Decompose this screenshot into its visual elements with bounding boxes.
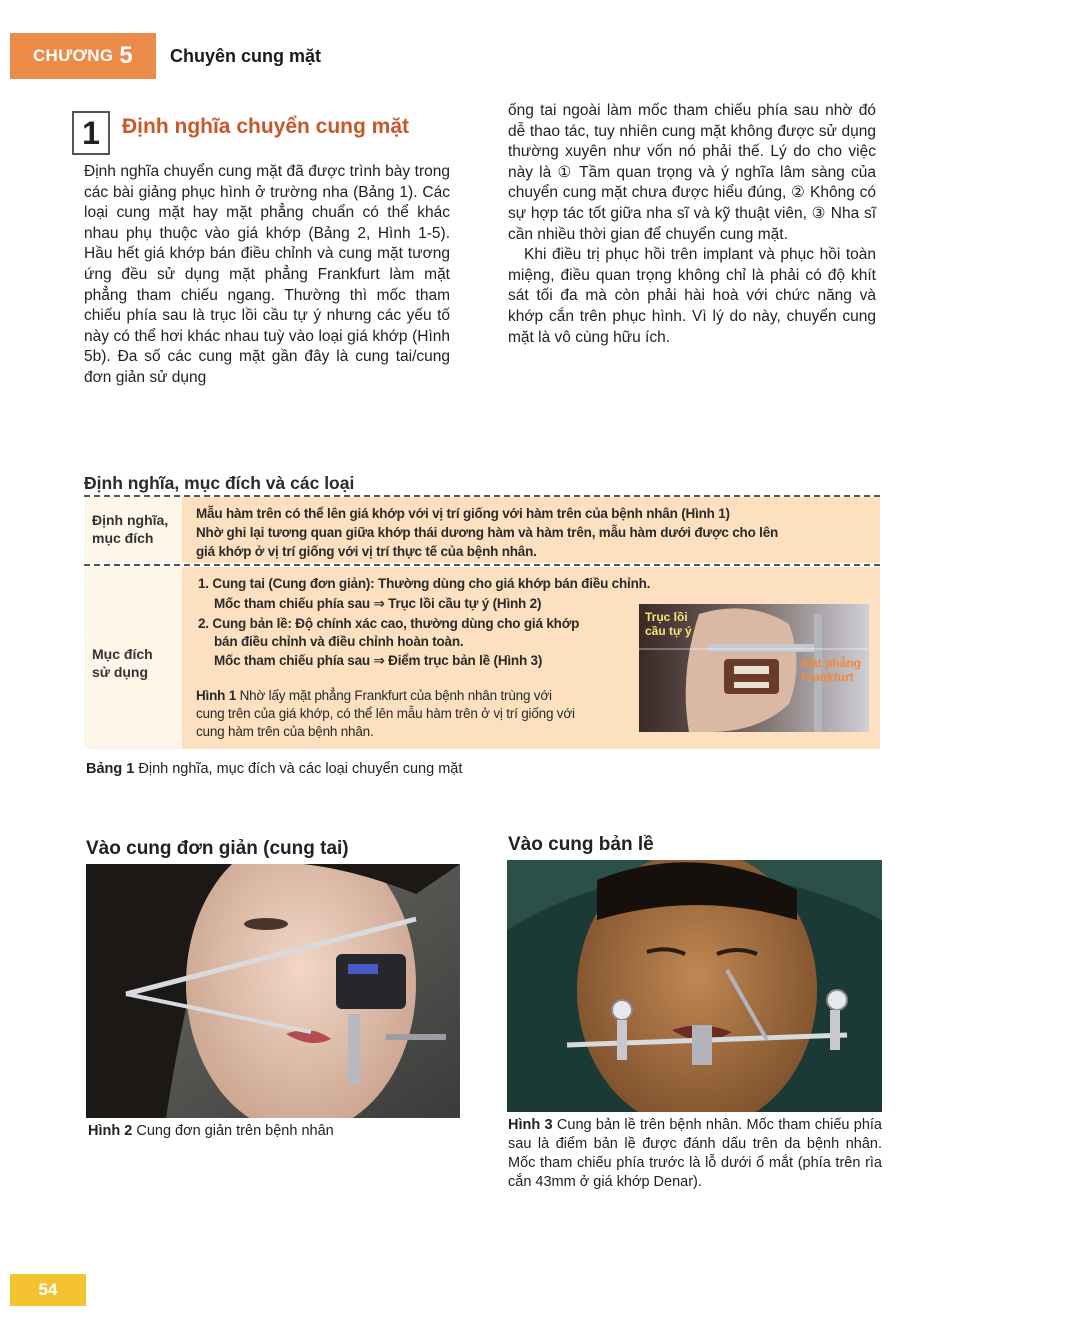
- fig3-label: Hình 3: [508, 1117, 553, 1133]
- table-middle-divider: [84, 564, 880, 566]
- chapter-title: Chuyên cung mặt: [170, 46, 322, 66]
- fig1-overlay-1: [645, 610, 692, 638]
- right-paragraph-1: ống tai ngoài làm mốc tham chiếu phía sau nhờ đó dễ thao tác, tuy nhiên cung mặt không được sử dụng thường xuyên như vốn nó phải thế. Lý do cho việc này là ① Tầm quan trọng và ý nghĩa lâm sàng của chuyển cung mặt chưa được hiểu đúng, ② Không có sự hợp tác tốt giữa nha sĩ và kỹ thuật viên, ③ Nha sĩ cần nhiều thời gian để chuyển cung mặt.: [508, 102, 876, 243]
- fig1-caption-line-3: cung hàm trên của bệnh nhân.: [196, 724, 374, 739]
- fig1-overlay-2a: Mặt phẳng: [801, 656, 861, 670]
- page-number: 54: [10, 1274, 86, 1306]
- table-heading: Định nghĩa, mục đích và các loại: [84, 473, 355, 493]
- fig1-caption-line-1: [196, 687, 552, 705]
- fig2-text: Cung đơn giản trên bệnh nhân: [132, 1123, 334, 1139]
- figure-1-photo: [639, 604, 869, 732]
- chapter-label: CHƯƠNG: [32, 46, 114, 65]
- table-row-usage: [84, 567, 880, 749]
- fig1-caption-line-2: cung trên của giá khớp, có thể lên mẫu hàm trên ở vị trí giống với: [196, 706, 575, 721]
- chapter-number: 5: [119, 42, 134, 69]
- usage-item-2c: Mốc tham chiếu phía sau ⇒ Điểm trục bản lề (Hình 3): [214, 653, 543, 668]
- fig1-overlay-2b: Frankfurt: [801, 670, 854, 684]
- def-line-1: Mẫu hàm trên có thể lên giá khớp với vị trí giống với hàm trên của bệnh nhân (Hình 1): [196, 506, 730, 521]
- use-label-1: Mục đích: [92, 646, 153, 662]
- photo-heading-right: Vào cung bản lề: [508, 834, 654, 855]
- figure-2-photo: [86, 864, 460, 1118]
- table-label-cell: [84, 567, 182, 749]
- fig1-overlay-2: [801, 656, 861, 684]
- def-line-2: Nhờ ghi lại tương quan giữa khớp thái dương hàm và hàm trên, mẫu hàm dưới được cho lên: [196, 525, 779, 540]
- table-1-caption-text: Định nghĩa, mục đích và các loại chuyển cung mặt: [134, 761, 463, 777]
- table-1-caption: [86, 760, 462, 779]
- table-1-caption-label: Bảng 1: [86, 761, 135, 777]
- usage-item-1b: Mốc tham chiếu phía sau ⇒ Trục lồi cầu tự ý (Hình 2): [214, 596, 542, 611]
- fig3-text: Cung bản lề trên bệnh nhân. Mốc tham chiếu phía sau là điểm bản lề được đánh dấu trên da bệnh nhân. Mốc tham chiếu phía trước là lỗ dưới ổ mắt (phía trên rìa cắn 43mm ở giá khớp Denar).: [508, 1117, 882, 1190]
- usage-item-2b: bán điều chỉnh và điều chỉnh hoàn toàn.: [214, 634, 464, 649]
- figure-3-caption: [508, 1116, 882, 1192]
- fig1-overlay-1b: cầu tự ý: [645, 624, 692, 638]
- fig1-label: Hình 1: [196, 688, 237, 703]
- usage-item-1a: 1. Cung tai (Cung đơn giản): Thường dùng cho giá khớp bán điều chỉnh.: [198, 576, 651, 591]
- fig1-text-1: Nhờ lấy mặt phẳng Frankfurt của bệnh nhân trùng với: [236, 688, 552, 703]
- figure-3-illustration: [507, 860, 882, 1112]
- right-paragraph-2: Khi điều trị phục hồi trên implant và phục hồi toàn miệng, điều quan trọng không chỉ là phải có độ khít sát tối đa mà còn phải hài hoà với chức năng và khớp cắn trên phục hình. Vì lý do này, chuyển cung mặt là vô cùng hữu ích.: [508, 246, 876, 346]
- def-label-1: Định nghĩa,: [92, 512, 169, 528]
- def-label-2: mục đích: [92, 530, 154, 546]
- def-line-3: giá khớp ở vị trí giống với vị trí thực tế của bệnh nhân.: [196, 544, 537, 559]
- figure-2-illustration: [86, 864, 460, 1118]
- table-row-definition: [84, 497, 880, 563]
- left-paragraph-1: Định nghĩa chuyển cung mặt đã được trình bày trong các bài giảng phục hình ở trường nha (Bảng 1). Các loại cung mặt hay mặt phẳng chuẩn có thể khác nhau phụ thuộc vào giá khớp (Bảng 2, Hình 1-5). Hầu hết giá khớp bán điều chỉnh và cung mặt tương ứng đều sử dụng mặt phẳng Frankfurt làm mặt phẳng tham chiếu ngang. Thường thì mốc tham chiếu phía sau là trục lồi cầu tự ý nhưng các yếu tố này có thể hơi khác nhau tuỳ vào loại giá khớp (Hình 5b). Đa số các cung mặt gần đây là cung tai/cung đơn giản sử dụng: [84, 163, 450, 386]
- section-number: 1: [72, 111, 110, 155]
- fig1-overlay-1a: Trục lồi: [645, 610, 688, 624]
- usage-item-2a: 2. Cung bản lề: Độ chính xác cao, thường dùng cho giá khớp: [198, 616, 580, 631]
- table-label-cell: [84, 497, 182, 563]
- photo-heading-left: Vào cung đơn giản (cung tai): [86, 838, 349, 859]
- table-1: [84, 497, 880, 749]
- left-column: [84, 162, 450, 389]
- figure-2-caption: [88, 1122, 334, 1141]
- figure-3-photo: [507, 860, 882, 1112]
- use-label-2: sử dụng: [92, 664, 149, 680]
- section-title: Định nghĩa chuyển cung mặt: [122, 115, 410, 138]
- chapter-tag: [10, 33, 156, 79]
- fig2-label: Hình 2: [88, 1123, 133, 1139]
- right-column: [508, 101, 876, 348]
